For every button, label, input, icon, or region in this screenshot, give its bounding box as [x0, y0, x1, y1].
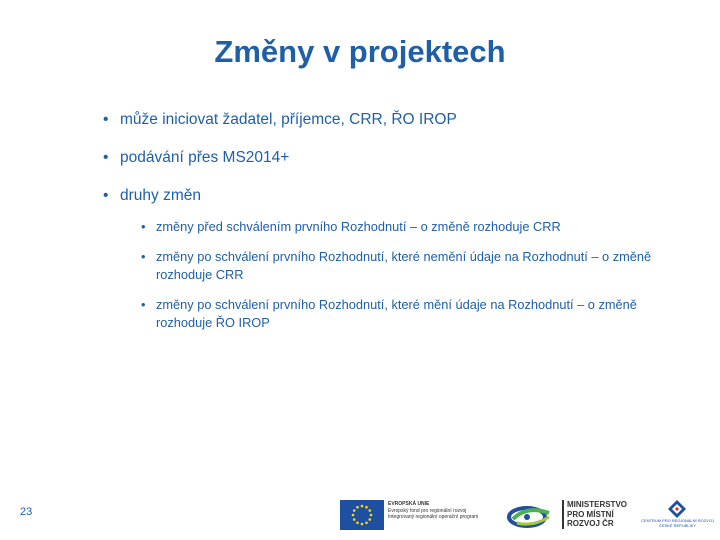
- bullet-text: může iniciovat žadatel, příjemce, CRR, ŘO IROP: [120, 111, 457, 128]
- bullet-icon: •: [141, 219, 146, 234]
- footer-logos: [340, 497, 715, 535]
- bullet-icon: •: [103, 111, 109, 128]
- bullet-icon: •: [103, 149, 109, 166]
- bullet-icon: •: [141, 249, 146, 264]
- page-number: 23: [20, 506, 33, 518]
- sub-bullet-list: [100, 218, 680, 332]
- irop-swirl-logo-icon: [505, 501, 555, 531]
- slide-content: [100, 110, 680, 344]
- sub-bullet-item: [100, 218, 680, 236]
- sub-bullet-item: [100, 296, 680, 332]
- bullet-item: [100, 110, 680, 130]
- bullet-icon: •: [141, 297, 146, 312]
- bullet-item: [100, 186, 680, 206]
- ministry-logo-text: MINISTERSTVO PRO MÍSTNÍ ROZVOJ ČR: [562, 500, 627, 529]
- slide-title: Změny v projektech: [214, 34, 506, 69]
- sub-bullet-text: změny po schválení prvního Rozhodnutí, které mění údaje na Rozhodnutí – o změně rozhoduje ŘO IROP: [156, 297, 637, 330]
- bullet-item: [100, 148, 680, 168]
- bullet-text: podávání přes MS2014+: [120, 149, 290, 166]
- sub-bullet-item: [100, 248, 680, 284]
- bullet-text: druhy změn: [120, 187, 201, 204]
- sub-bullet-text: změny před schválením prvního Rozhodnutí – o změně rozhoduje CRR: [156, 219, 561, 234]
- sub-bullet-text: změny po schválení prvního Rozhodnutí, které nemění údaje na Rozhodnutí – o změně rozhoduje CRR: [156, 249, 652, 282]
- eu-logo-text: EVROPSKÁ UNIE Evropský fond pro regionální rozvoj Integrovaný regionální operační program: [388, 501, 479, 520]
- crr-logo-text: CENTRUM PRO REGIONÁLNÍ ROZVOJ ČESKÉ REPUBLIKY: [641, 518, 714, 528]
- bullet-icon: •: [103, 187, 109, 204]
- eu-flag-icon: [340, 500, 384, 530]
